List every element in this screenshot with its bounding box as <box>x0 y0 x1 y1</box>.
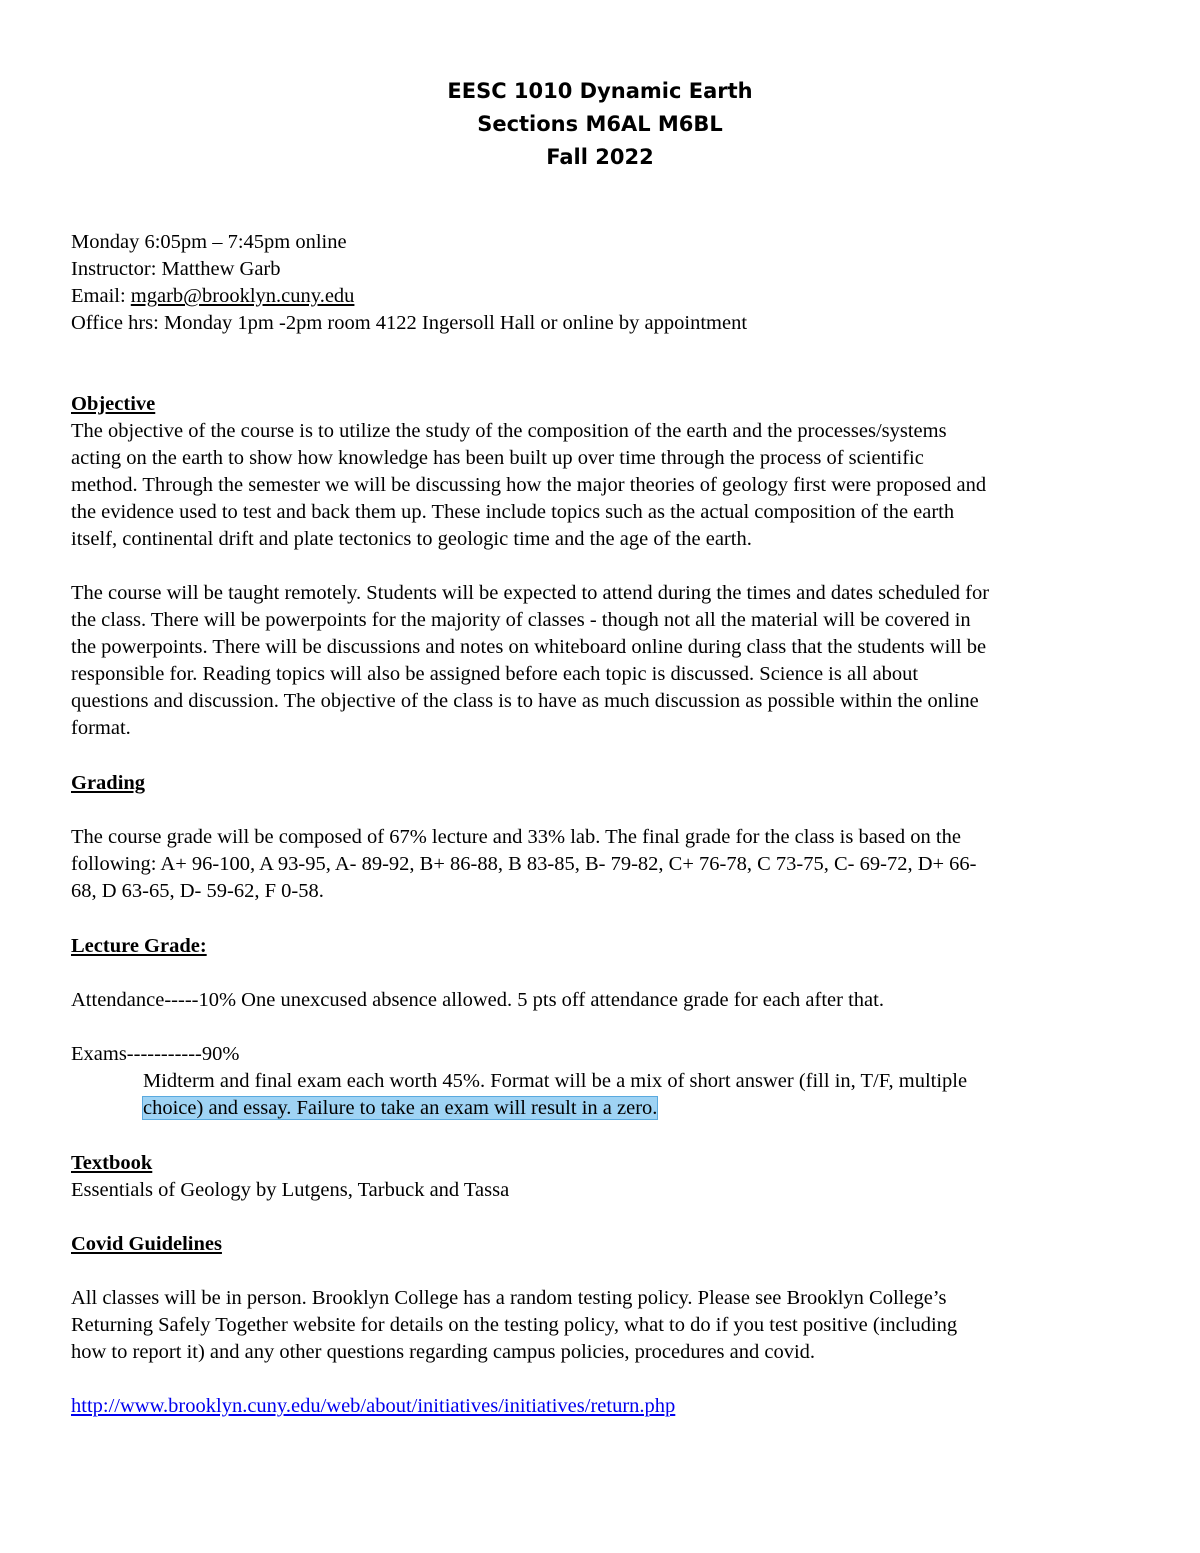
objective-para2-line: the powerpoints. There will be discussions and notes on whiteboard online during class that the students will be <box>71 636 987 658</box>
grading-line: 68, D 63-65, D- 59-62, F 0-58. <box>71 880 324 902</box>
exams-detail-line: Midterm and final exam each worth 45%. Format will be a mix of short answer (fill in, T/F, multiple <box>143 1070 968 1092</box>
return-safely-link[interactable]: http://www.brooklyn.cuny.edu/web/about/initiatives/initiatives/return.php <box>71 1395 676 1417</box>
highlighted-text: choice) and essay. Failure to take an exam will result in a zero. <box>143 1097 658 1119</box>
objective-para2-line: format. <box>71 717 131 739</box>
objective-heading: Objective <box>71 393 156 415</box>
course-title-block <box>0 75 1200 174</box>
office-hours-line: Office hrs: Monday 1pm -2pm room 4122 Ingersoll Hall or online by appointment <box>71 312 748 334</box>
email-line <box>71 283 354 309</box>
covid-heading: Covid Guidelines <box>71 1233 222 1255</box>
grading-heading: Grading <box>71 772 146 794</box>
instructor-line: Instructor: Matthew Garb <box>71 258 281 280</box>
objective-para2-line: The course will be taught remotely. Students will be expected to attend during the times and dates scheduled for <box>71 582 990 604</box>
objective-para2-line: questions and discussion. The objective of the class is to have as much discussion as possible within the online <box>71 690 979 712</box>
objective-para1-line: method. Through the semester we will be discussing how the major theories of geology first were proposed and <box>71 474 987 496</box>
attendance-line: Attendance-----10% One unexcused absence allowed. 5 pts off attendance grade for each after that. <box>71 989 884 1011</box>
covid-line: how to report it) and any other questions regarding campus policies, procedures and covid. <box>71 1341 816 1363</box>
lecture-grade-heading: Lecture Grade: <box>71 935 207 957</box>
grading-line: The course grade will be composed of 67% lecture and 33% lab. The final grade for the class is based on the <box>71 826 961 848</box>
objective-para2-line: the class. There will be powerpoints for the majority of classes - though not all the material will be covered in <box>71 609 971 631</box>
exams-detail-highlighted-line <box>143 1095 657 1121</box>
objective-para1-line: itself, continental drift and plate tectonics to geologic time and the age of the earth. <box>71 528 752 550</box>
course-sections: Sections M6AL M6BL <box>477 112 723 136</box>
course-title: EESC 1010 Dynamic Earth <box>447 79 753 103</box>
email-link[interactable]: mgarb@brooklyn.cuny.edu <box>130 285 355 307</box>
grading-line: following: A+ 96-100, A 93-95, A- 89-92, B+ 86-88, B 83-85, B- 79-82, C+ 76-78, C 73-75, C- 69-72, D+ 66- <box>71 853 977 875</box>
textbook-heading: Textbook <box>71 1152 153 1174</box>
email-label: Email: <box>71 285 131 307</box>
textbook-line: Essentials of Geology by Lutgens, Tarbuck and Tassa <box>71 1179 510 1201</box>
course-term: Fall 2022 <box>546 145 654 169</box>
covid-url-line <box>71 1393 675 1419</box>
exams-line: Exams-----------90% <box>71 1043 240 1065</box>
schedule-line: Monday 6:05pm – 7:45pm online <box>71 231 347 253</box>
objective-para2-line: responsible for. Reading topics will also be assigned before each topic is discussed. Science is all about <box>71 663 919 685</box>
covid-line: All classes will be in person. Brooklyn College has a random testing policy. Please see Brooklyn College’s <box>71 1287 947 1309</box>
objective-para1-line: acting on the earth to show how knowledge has been built up over time through the process of scientific <box>71 447 924 469</box>
covid-line: Returning Safely Together website for details on the testing policy, what to do if you test positive (including <box>71 1314 958 1336</box>
objective-para1-line: The objective of the course is to utilize the study of the composition of the earth and the processes/systems <box>71 420 947 442</box>
objective-para1-line: the evidence used to test and back them up. These include topics such as the actual composition of the earth <box>71 501 955 523</box>
